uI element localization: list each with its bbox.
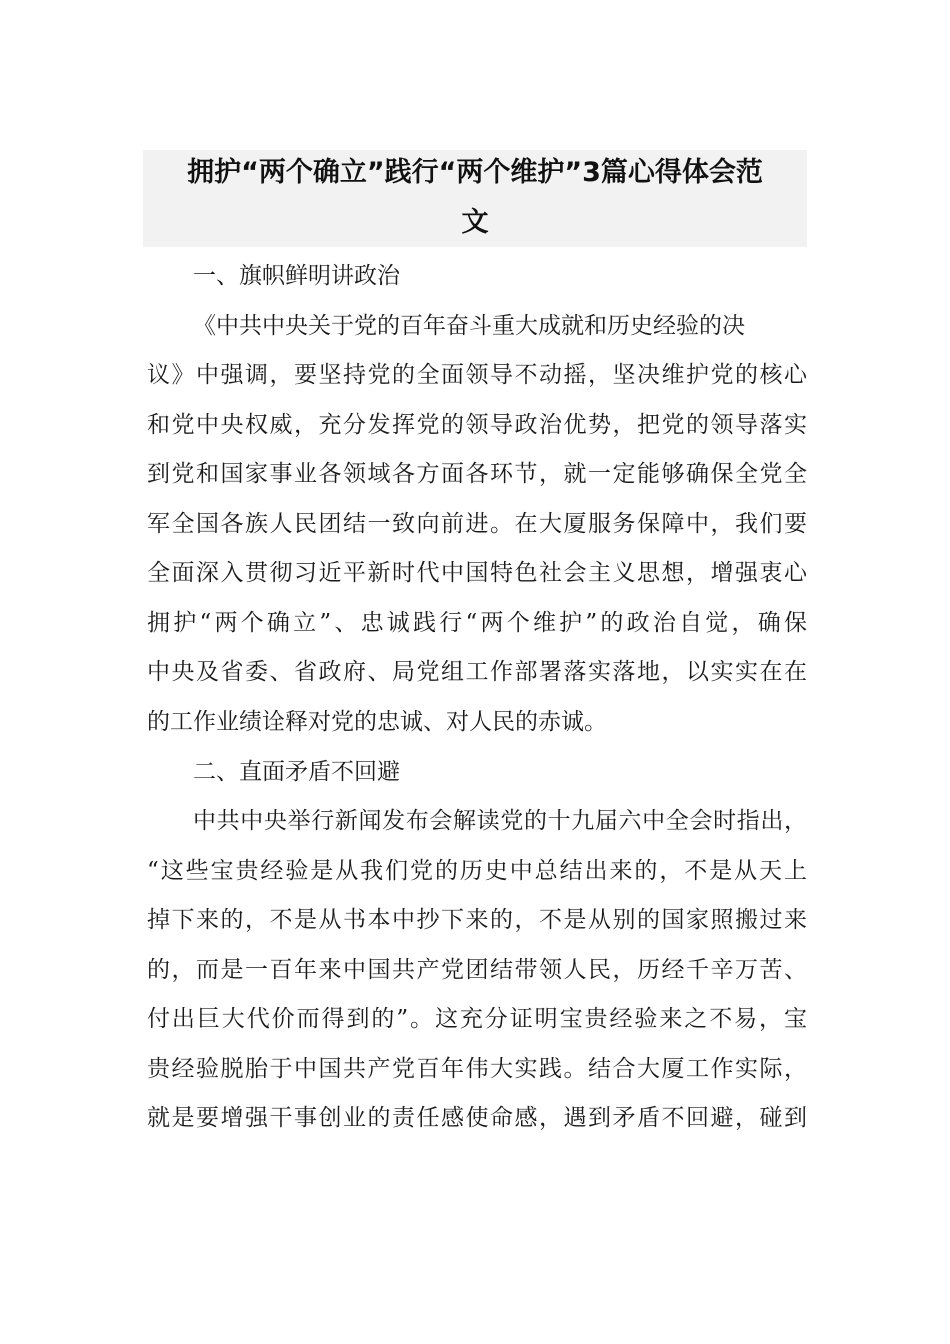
body-text-line: 的，而是一百年来中国共产党团结带领人民，历经千辛万苦、 bbox=[147, 957, 807, 983]
title-banner bbox=[143, 150, 807, 247]
body-text-line: 军全国各族人民团结一致向前进。在大厦服务保障中，我们要 bbox=[147, 511, 807, 537]
body-text-line: 中央及省委、省政府、局党组工作部署落实落地，以实实在在 bbox=[147, 659, 807, 685]
document-title-line-2: 文 bbox=[461, 207, 489, 238]
body-text-line: 付出巨大代价而得到的”。这充分证明宝贵经验来之不易，宝 bbox=[147, 1006, 807, 1032]
body-text-line: 的工作业绩诠释对党的忠诚、对人民的赤诚。 bbox=[147, 709, 607, 735]
body-text-line: “这些宝贵经验是从我们党的历史中总结出来的，不是从天上 bbox=[147, 858, 807, 884]
body-text-line: 就是要增强干事创业的责任感使命感，遇到矛盾不回避，碰到 bbox=[147, 1105, 807, 1131]
body-text-line: 一、旗帜鲜明讲政治 bbox=[193, 263, 400, 289]
body-text-line: 贵经验脱胎于中国共产党百年伟大实践。结合大厦工作实际， bbox=[147, 1056, 807, 1082]
body-text-line: 到党和国家事业各领域各方面各环节，就一定能够确保全党全 bbox=[147, 461, 807, 487]
body-text-line: 议》中强调，要坚持党的全面领导不动摇，坚决维护党的核心 bbox=[147, 362, 807, 388]
body-text-line: 拥护“两个确立”、忠诚践行“两个维护”的政治自觉，确保 bbox=[147, 610, 807, 636]
body-text-line: 《中共中央关于党的百年奋斗重大成就和历史经验的决 bbox=[193, 313, 745, 339]
body-text-line: 中共中央举行新闻发布会解读党的十九届六中全会时指出， bbox=[193, 808, 807, 834]
body-text-line: 二、直面矛盾不回避 bbox=[193, 759, 400, 785]
body-text-line: 全面深入贯彻习近平新时代中国特色社会主义思想，增强衷心 bbox=[147, 560, 807, 586]
body-text-line: 和党中央权威，充分发挥党的领导政治优势，把党的领导落实 bbox=[147, 412, 807, 438]
document-title-line-1: 拥护“两个确立”践行“两个维护”3篇心得体会范 bbox=[187, 157, 763, 188]
body-text-line: 掉下来的，不是从书本中抄下来的，不是从别的国家照搬过来 bbox=[147, 907, 807, 933]
